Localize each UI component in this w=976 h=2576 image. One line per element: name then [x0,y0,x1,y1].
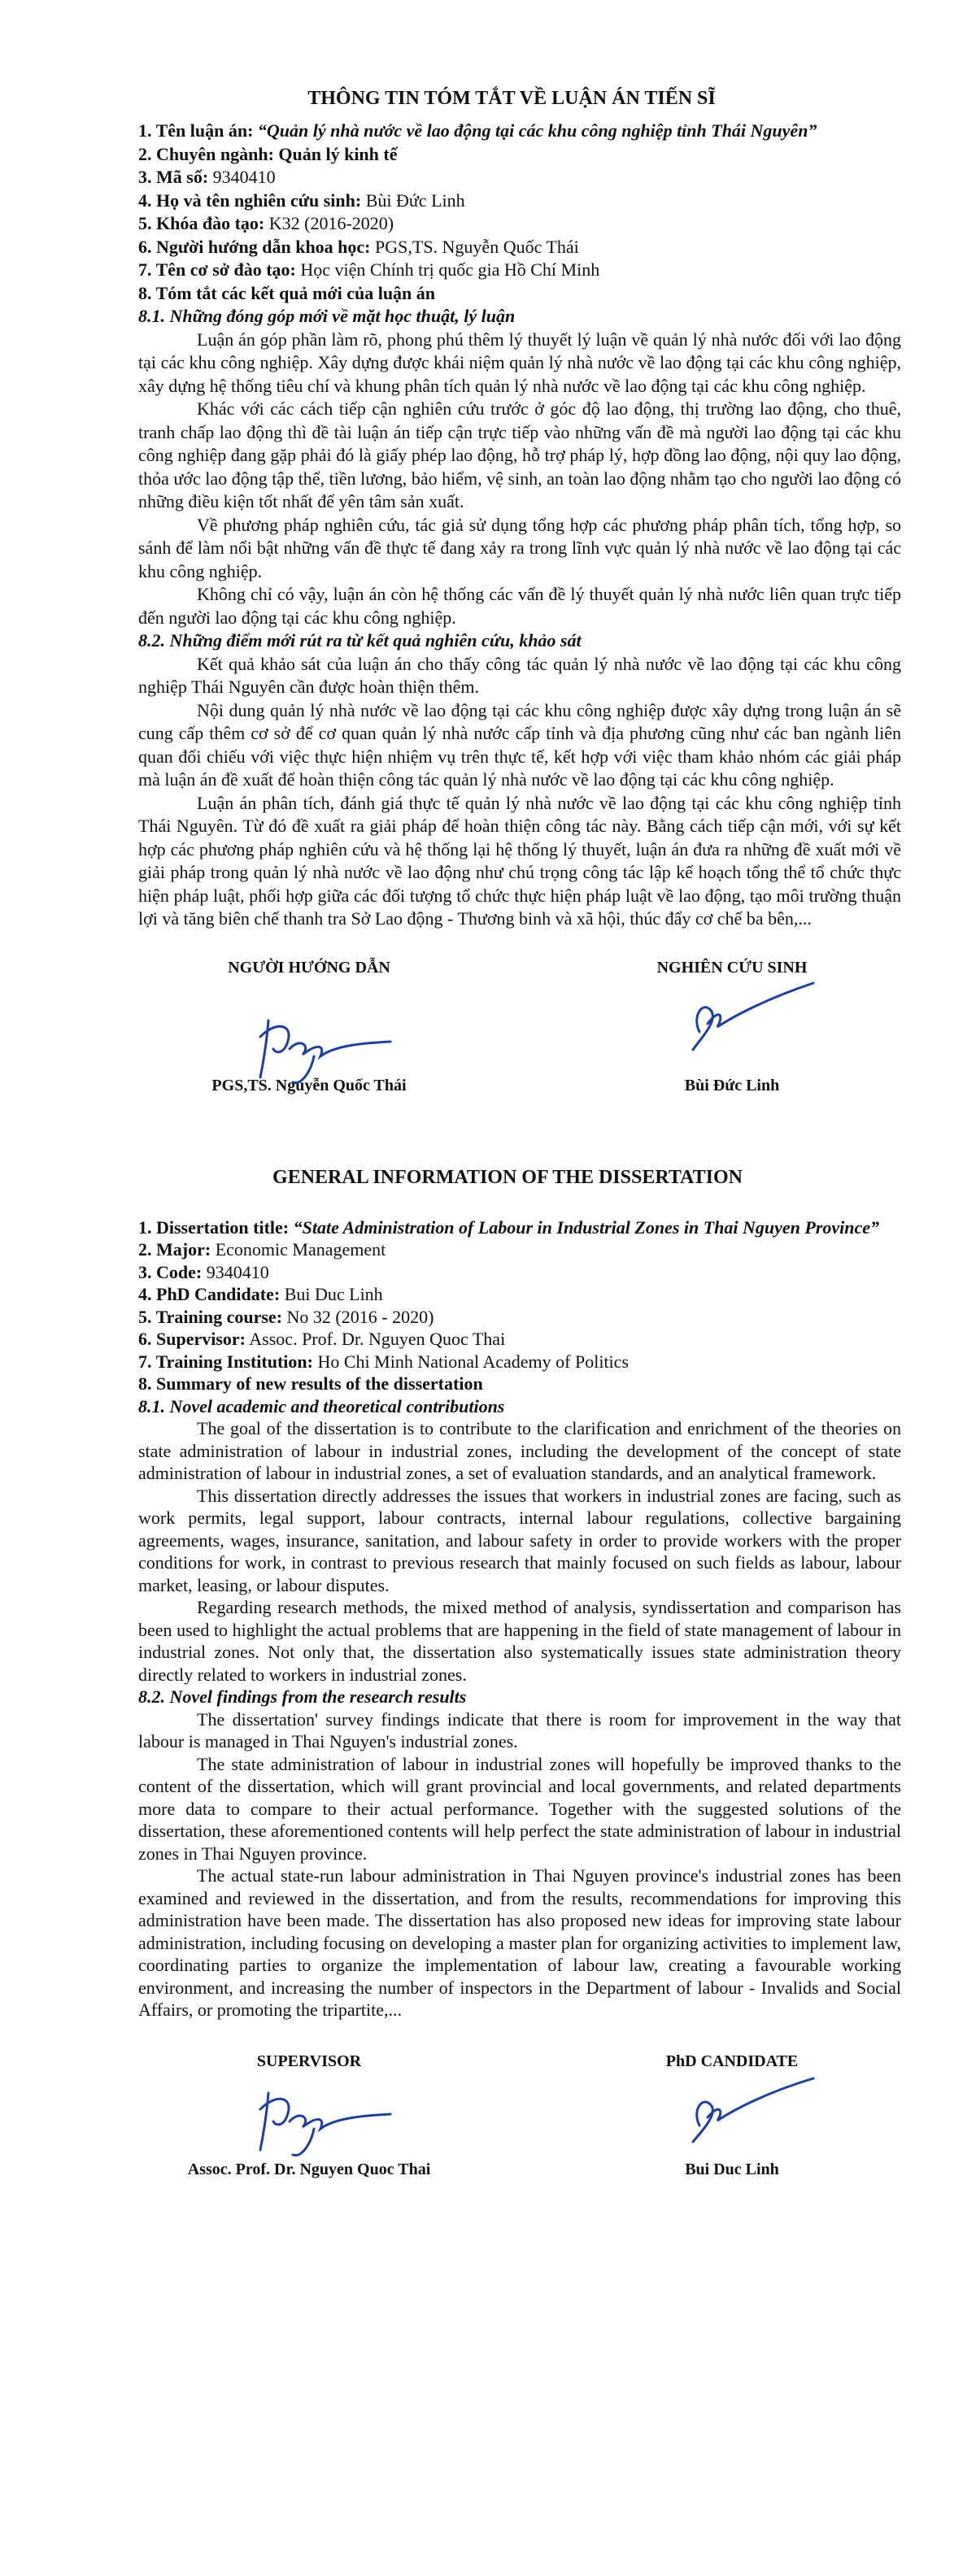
signer-role: NGHIÊN CỨU SINH [656,958,808,977]
handwritten-signature [643,975,838,1064]
english-summary [138,1167,901,2215]
vi-paragraph: Luận án góp phần làm rõ, phong phú thêm lý thuyết lý luận về quản lý nhà nước đối với lao động tại các khu công nghiệp. Xây dựng được khái niệm quản lý nhà nước về lao động tại các khu công nghiệp, xây dựng hệ thống tiêu chí và khung phân tích quản lý nhà nước về lao động tại các khu công nghiệp. [138,329,901,396]
vi-signature-block [138,959,901,1138]
en-field-candidate: 4. PhD Candidate: Bui Duc Linh [138,1284,383,1304]
en-field-supervisor: 6. Supervisor: Assoc. Prof. Dr. Nguyen Quoc Thai [138,1329,506,1349]
handwritten-signature [643,2072,838,2153]
vi-field-course: 5. Khóa đào tạo: K32 (2016-2020) [138,213,394,233]
en-field-major: 2. Major: Economic Management [138,1239,386,1260]
signer-role: SUPERVISOR [256,2052,362,2070]
en-paragraph: The goal of the dissertation is to contribute to the clarification and enrichment of the theories on state administration of labour in industrial zones, including the development of the concept of state administration of labour in industrial zones, a set of evaluation standards, and an analytical framework. [138,1418,901,1483]
vietnamese-summary [138,88,901,1138]
signer-role: PhD CANDIDATE [665,2052,799,2070]
signer-name: PGS,TS. Nguyễn Quốc Thái [211,1076,407,1094]
en-candidate-signature [594,2052,870,2179]
vi-field-summary: 8. Tóm tắt các kết quả mới của luận án [138,282,436,303]
en-section-heading: 8.1. Novel academic and theoretical contributions [138,1395,505,1416]
en-paragraph: The actual state-run labour administration in Thai Nguyen province's industrial zones has been examined and reviewed in the dissertation, and from the results, recommendations for improving this administration have been made. The dissertation has also proposed new ideas for improving state labour administration, including focusing on developing a master plan for organizing activities to implement law, coordinating parties to organize the implementation of labour law, creating a favourable working environment, and increasing the number of inspectors in the Department of labour - Invalids and Social Affairs, or promoting the tripartite,... [138,1865,901,2020]
vi-section-heading: 8.2. Những điểm mới rút ra từ kết quả nghiên cứu, khảo sát [138,630,582,651]
vi-supervisor-signature [171,959,447,1095]
en-supervisor-signature [171,2052,447,2179]
en-paragraph: This dissertation directly addresses the issues that workers in industrial zones are facing, such as work permits, legal support, labour contracts, internal labour regulations, collective bargaining agreements, wages, insurance, sanitation, and labour safety in order to provide workers with the proper conditions for work, in contrast to previous research that mainly focused on such fields as labour, labour market, leasing, or labour disputes. [138,1485,901,1595]
vi-title: THÔNG TIN TÓM TẮT VỀ LUẬN ÁN TIẾN SĨ [307,88,716,109]
en-field-title: 1. Dissertation title: “State Administration of Labour in Industrial Zones in Thai Nguyen Province” [138,1216,880,1238]
vi-paragraph: Nội dung quản lý nhà nước về lao động tại các khu công nghiệp được xây dựng trong luận án sẽ cung cấp thêm cơ sở để cơ quan quản lý nhà nước cấp tỉnh và địa phương cũng như các ban ngành liên quan đối chiếu với việc thực hiện nhiệm vụ trên thực tế, kết hợp với việc tham khảo nhóm các giải pháp mà luận án đề xuất để hoàn thiện công tác quản lý nhà nước về lao động tại các khu công nghiệp. [138,699,901,790]
vi-field-major: 2. Chuyên ngành: Quản lý kinh tế [138,143,398,164]
signer-name: Assoc. Prof. Dr. Nguyen Quoc Thai [187,2160,431,2178]
en-field-code: 3. Code: 9340410 [138,1261,269,1282]
vi-field-candidate: 4. Họ và tên nghiên cứu sinh: Bùi Đức Linh [138,189,465,211]
vi-candidate-signature [594,959,870,1095]
en-field-institution: 7. Training Institution: Ho Chi Minh National Academy of Politics [138,1351,629,1372]
en-title: GENERAL INFORMATION OF THE DISSERTATION [272,1166,743,1188]
en-section-heading: 8.2. Novel findings from the research results [138,1686,467,1707]
vi-paragraph: Khác với các cách tiếp cận nghiên cứu trước ở góc độ lao động, thị trường lao động, cho thuê, tranh chấp lao động thì đề tài luận án tiếp cận trực tiếp vào những vấn đề mà người lao động tại các khu công nghiệp đang gặp phải đó là giấy phép lao động, hỗ trợ pháp lý, hợp đồng lao động, nội quy lao động, thỏa ước lao động tập thể, tiền lương, bảo hiểm, vệ sinh, an toàn lao động nhằm tạo cho người lao động có những điều kiện tốt nhất để yên tâm sản xuất. [138,398,901,511]
handwritten-signature [236,2077,415,2166]
vi-paragraph: Kết quả khảo sát của luận án cho thấy công tác quản lý nhà nước về lao động tại các khu công nghiệp Thái Nguyên cần được hoàn thiện thêm. [138,653,901,697]
signer-name: Bùi Đức Linh [684,1076,780,1094]
vi-paragraph: Không chỉ có vậy, luận án còn hệ thống các vấn đề lý thuyết quản lý nhà nước liên quan trực tiếp đến người lao động tại các khu công nghiệp. [138,584,901,628]
signer-name: Bui Duc Linh [685,2160,779,2178]
vi-field-supervisor: 6. Người hướng dẫn khoa học: PGS,TS. Nguyễn Quốc Thái [138,236,579,257]
en-paragraph: The state administration of labour in industrial zones will hopefully be improved thanks to the content of the dissertation, which will grant provincial and local governments, and related departments more data to compare to their actual performance. Together with the suggested solutions of the dissertation, these aforementioned contents will help perfect the state administration of labour in industrial zones in Thai Nguyen province. [138,1753,901,1864]
vi-paragraph: Luận án phân tích, đánh giá thực tế quản lý nhà nước về lao động tại các khu công nghiệp tỉnh Thái Nguyên. Từ đó đề xuất ra giải pháp để hoàn thiện công tác này. Bằng cách tiếp cận mới, với sự kết hợp các phương pháp nghiên cứu và hệ thống lại hệ thống lý thuyết, luận án đưa ra những đề xuất mới về giải pháp trong quản lý nhà nước về lao động như chú trọng công tác lập kế hoạch tổng thể tổ chức thực hiện pháp luật, phối hợp giữa các đối tượng tổ chức thực hiện pháp luật về lao động, tạo môi trường thuận lợi và tăng biên chế thanh tra Sở Lao động - Thương binh và xã hội, thúc đẩy cơ chế ba bên,... [138,792,901,929]
vi-field-title: 1. Tên luận án: “Quản lý nhà nước về lao động tại các khu công nghiệp tỉnh Thái Nguyên” [138,120,817,141]
en-signature-block [138,2052,901,2215]
vi-section-heading: 8.1. Những đóng góp mới về mặt học thuật, lý luận [138,306,516,326]
vi-field-institution: 7. Tên cơ sở đào tạo: Học viện Chính trị quốc gia Hồ Chí Minh [138,259,600,280]
signer-role: NGƯỜI HƯỚNG DẪN [228,958,390,977]
vi-field-code: 3. Mã số: 9340410 [138,167,276,187]
en-field-summary: 8. Summary of new results of the dissertation [138,1373,483,1394]
en-paragraph: The dissertation' survey findings indicate that there is room for improvement in the way that labour is managed in Thai Nguyen's industrial zones. [138,1708,901,1751]
en-paragraph: Regarding research methods, the mixed method of analysis, syndissertation and comparison has been used to highlight the actual problems that are happening in the field of state management of labour in industrial zones. Not only that, the dissertation also systematically issues state administration theory directly related to workers in industrial zones. [138,1597,901,1685]
en-field-course: 5. Training course: No 32 (2016 - 2020) [138,1306,434,1327]
vi-paragraph: Về phương pháp nghiên cứu, tác giả sử dụng tổng hợp các phương pháp phân tích, tổng hợp, so sánh để làm nổi bật những vấn đề thực tế đang xảy ra trong lĩnh vực quản lý nhà nước về lao động tại các khu công nghiệp. [138,514,901,581]
handwritten-signature [236,1004,415,1094]
